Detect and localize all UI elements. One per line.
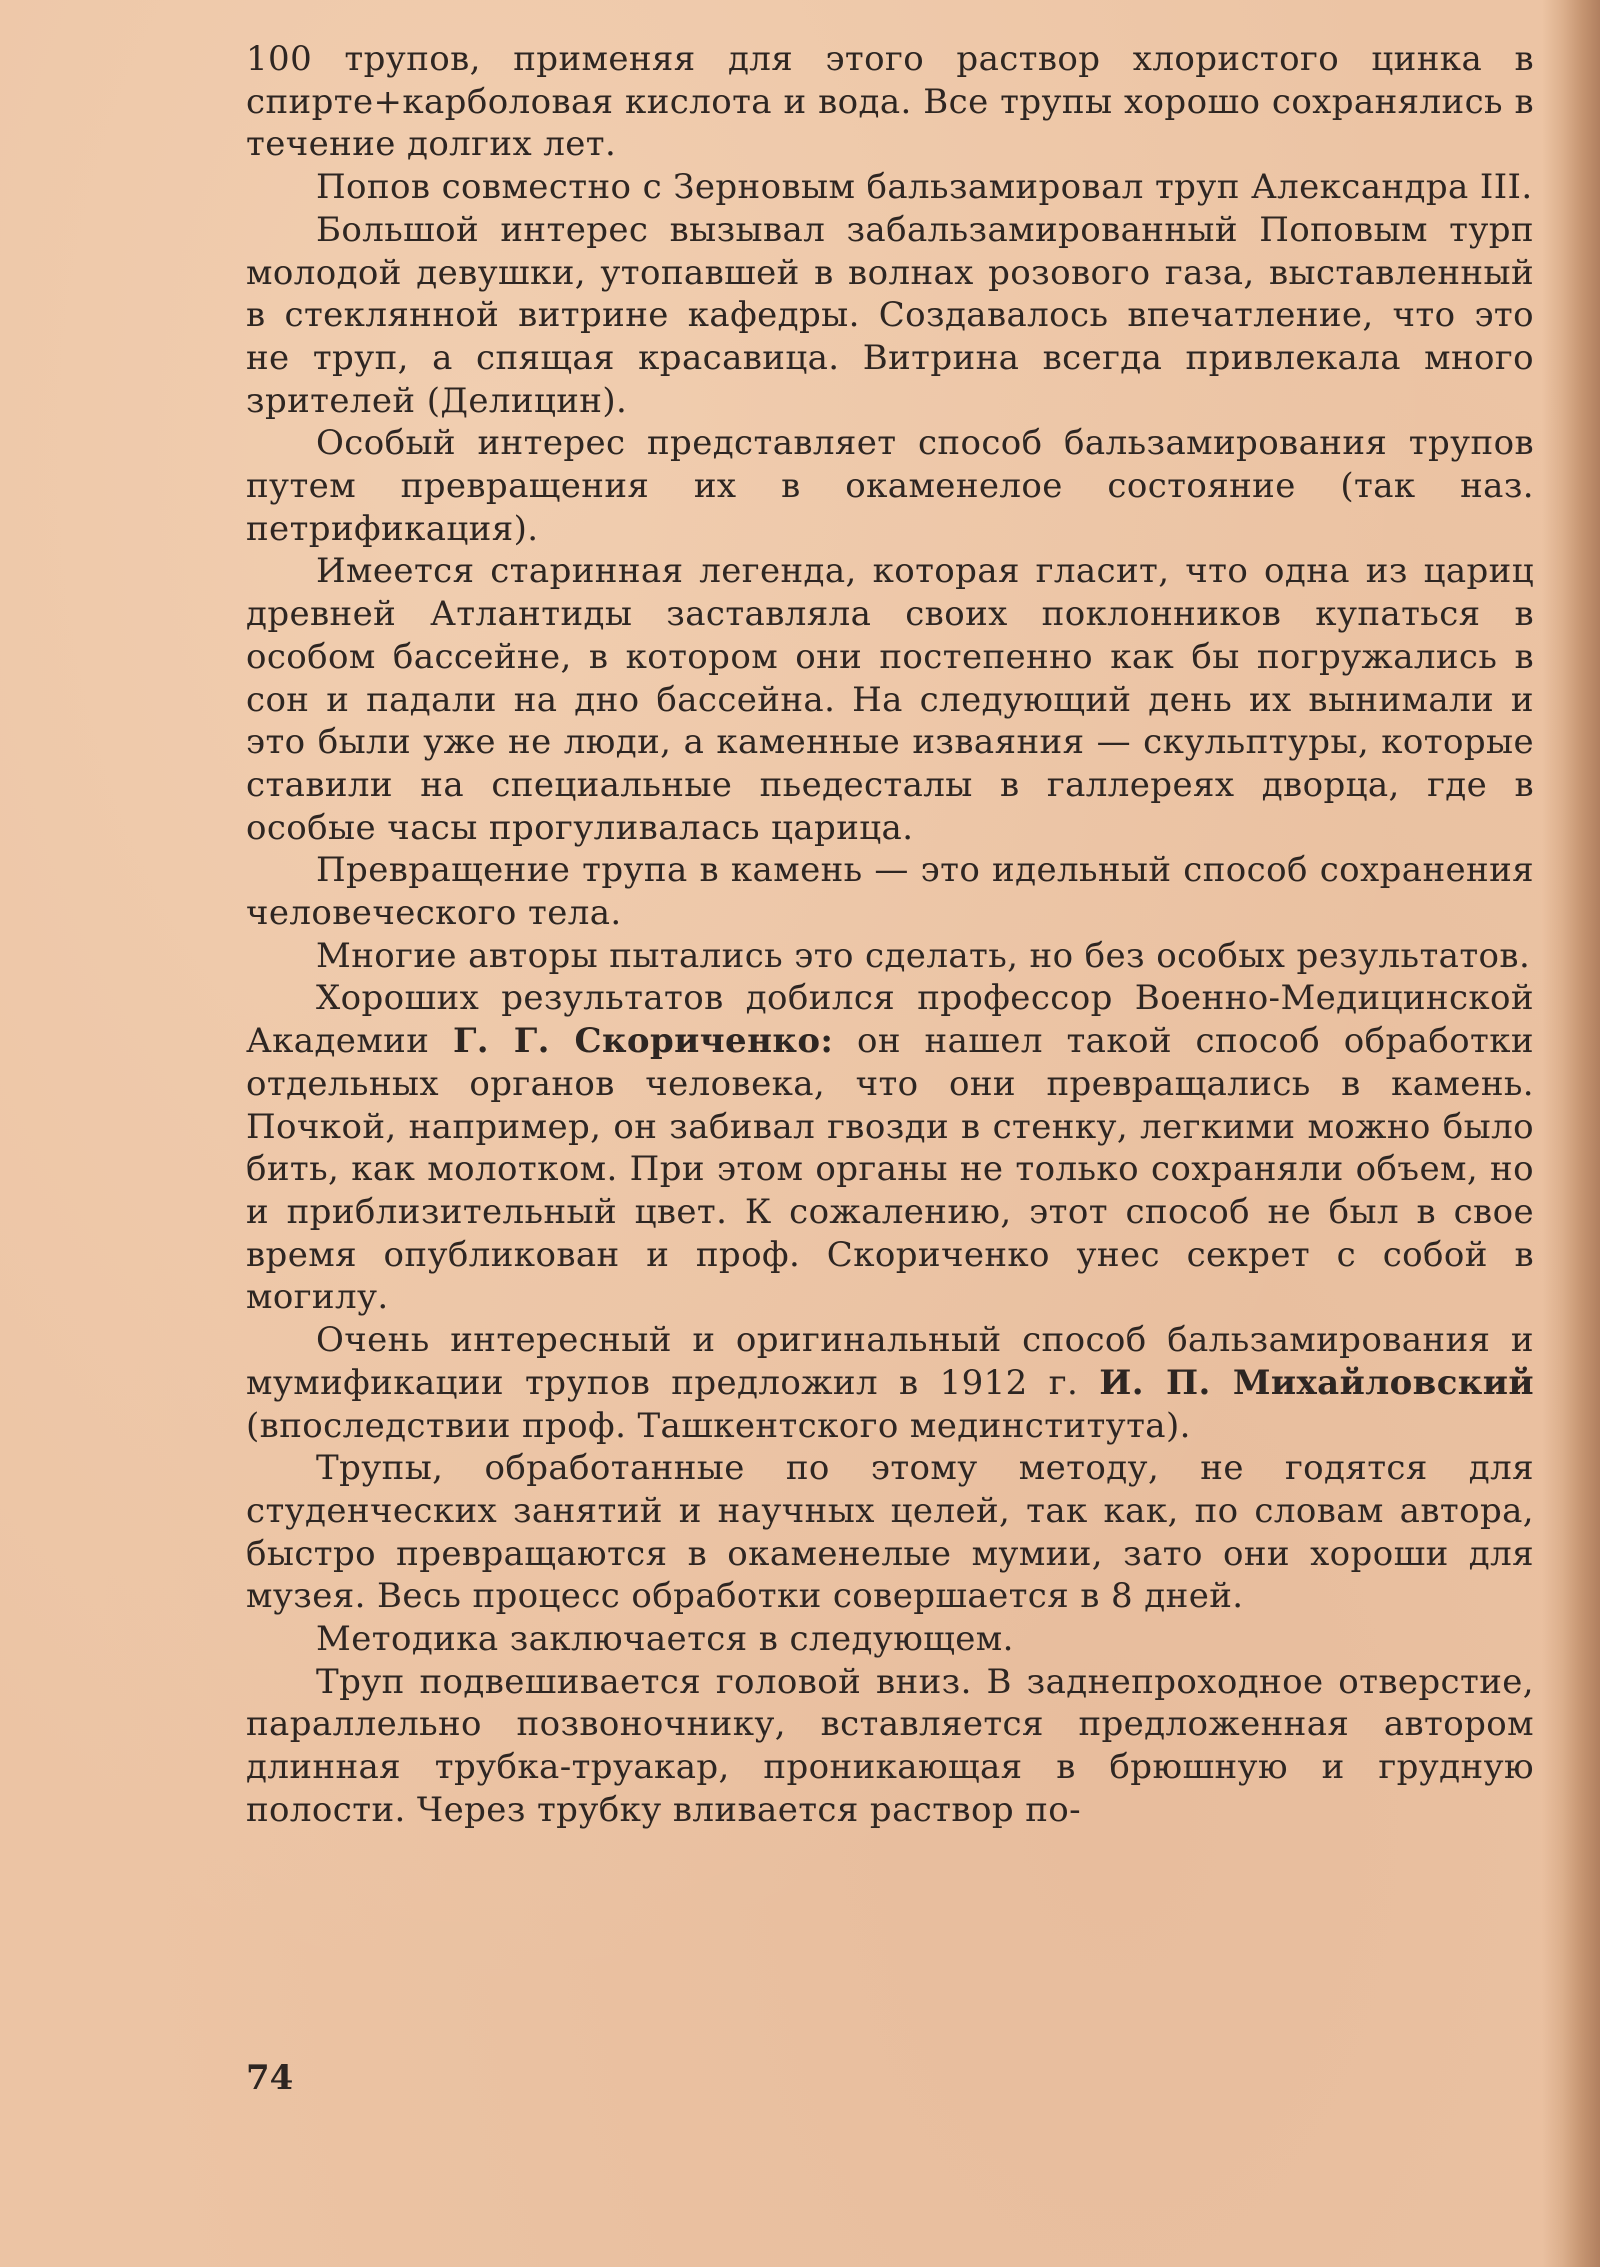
paragraph-6: Превращение трупа в камень — это идельный способ сохранения человеческого тела. (246, 850, 1534, 934)
paragraph-9 (246, 1319, 1534, 1447)
page-gutter-shadow (1542, 0, 1600, 2267)
paragraph-5: Имеется старинная легенда, которая гласит, что одна из цариц древней Атлантиды заставляла своих поклонников купаться в особом бассейне, в котором они постепенно как бы погружались в сон и падали на дно бассейна. На следующий день их вынимали и это были уже не люди, а каменные изваяния — скульптуры, которые ставили на специальные пьедесталы в галлереях дворца, где в особые часы прогуливалась царица. (246, 551, 1534, 848)
author-name-mikhailovsky: И. П. Михайловский (1099, 1362, 1534, 1403)
paragraph-2: Попов совместно с Зерновым бальзамировал труп Александра III. (316, 167, 1533, 208)
paragraph-1: 100 трупов, применяя для этого раствор хлористого цинка в спирте+карболовая кислота и вода. Все трупы хорошо сохранялись в течение долгих лет. (246, 39, 1534, 165)
paragraph-10: Трупы, обработанные по этому методу, не годятся для студенческих занятий и научных целей, так как, по словам автора, быстро превращаются в окаменелые мумии, зато они хороши для музея. Весь процесс обработки совершается в 8 дней. (246, 1448, 1534, 1617)
page-number: 74 (246, 2058, 294, 2098)
paragraph-8-text-before: Хороших результатов добился профессор Военно-Медицинской Академии (246, 978, 1534, 1062)
paragraph-8 (246, 977, 1534, 1319)
author-name-skorichenko: Г. Г. Скориченко: (452, 1021, 834, 1062)
paragraph-12: Труп подвешивается головой вниз. В заднепроходное отверстие, параллельно позвоночнику, вставляется предложенная автором длинная трубка-труакар, проникающая в брюшную и грудную полости. Через трубку вливается раствор по- (246, 1661, 1534, 1830)
paragraph-4: Особый интерес представляет способ бальзамирования трупов путем превращения их в окаменелое состояние (так наз. петрификация). (246, 423, 1534, 549)
paragraph-11: Методика заключается в следующем. (316, 1619, 1014, 1660)
body-text (246, 38, 1534, 1832)
paragraph-8-text-after: он нашел такой способ обработки отдельных органов человека, что они превращались в камень. Почкой, например, он забивал гвозди в стенку, легкими можно было бить, как молотком. При этом органы не только сохраняли объем, но и приблизительный цвет. К сожалению, этот способ не был в свое время опубликован и проф. Скориченко унес секрет с собой в могилу. (246, 1021, 1534, 1318)
paragraph-7: Многие авторы пытались это сделать, но без особых результатов. (316, 935, 1531, 976)
paragraph-9-text-before: Очень интересный и оригинальный способ бальзамирования и мумификации трупов предложил в 1912 г. (246, 1320, 1534, 1403)
paragraph-3: Большой интерес вызывал забальзамированный Поповым турп молодой девушки, утопавшей в волнах розового газа, выставленный в стеклянной витрине кафедры. Создавалось впечатление, что это не труп, а спящая красавица. Витрина всегда привлекала много зрителей (Делицин). (246, 209, 1534, 421)
paragraph-9-text-after: (впоследствии проф. Ташкентского мединститута). (246, 1405, 1191, 1446)
